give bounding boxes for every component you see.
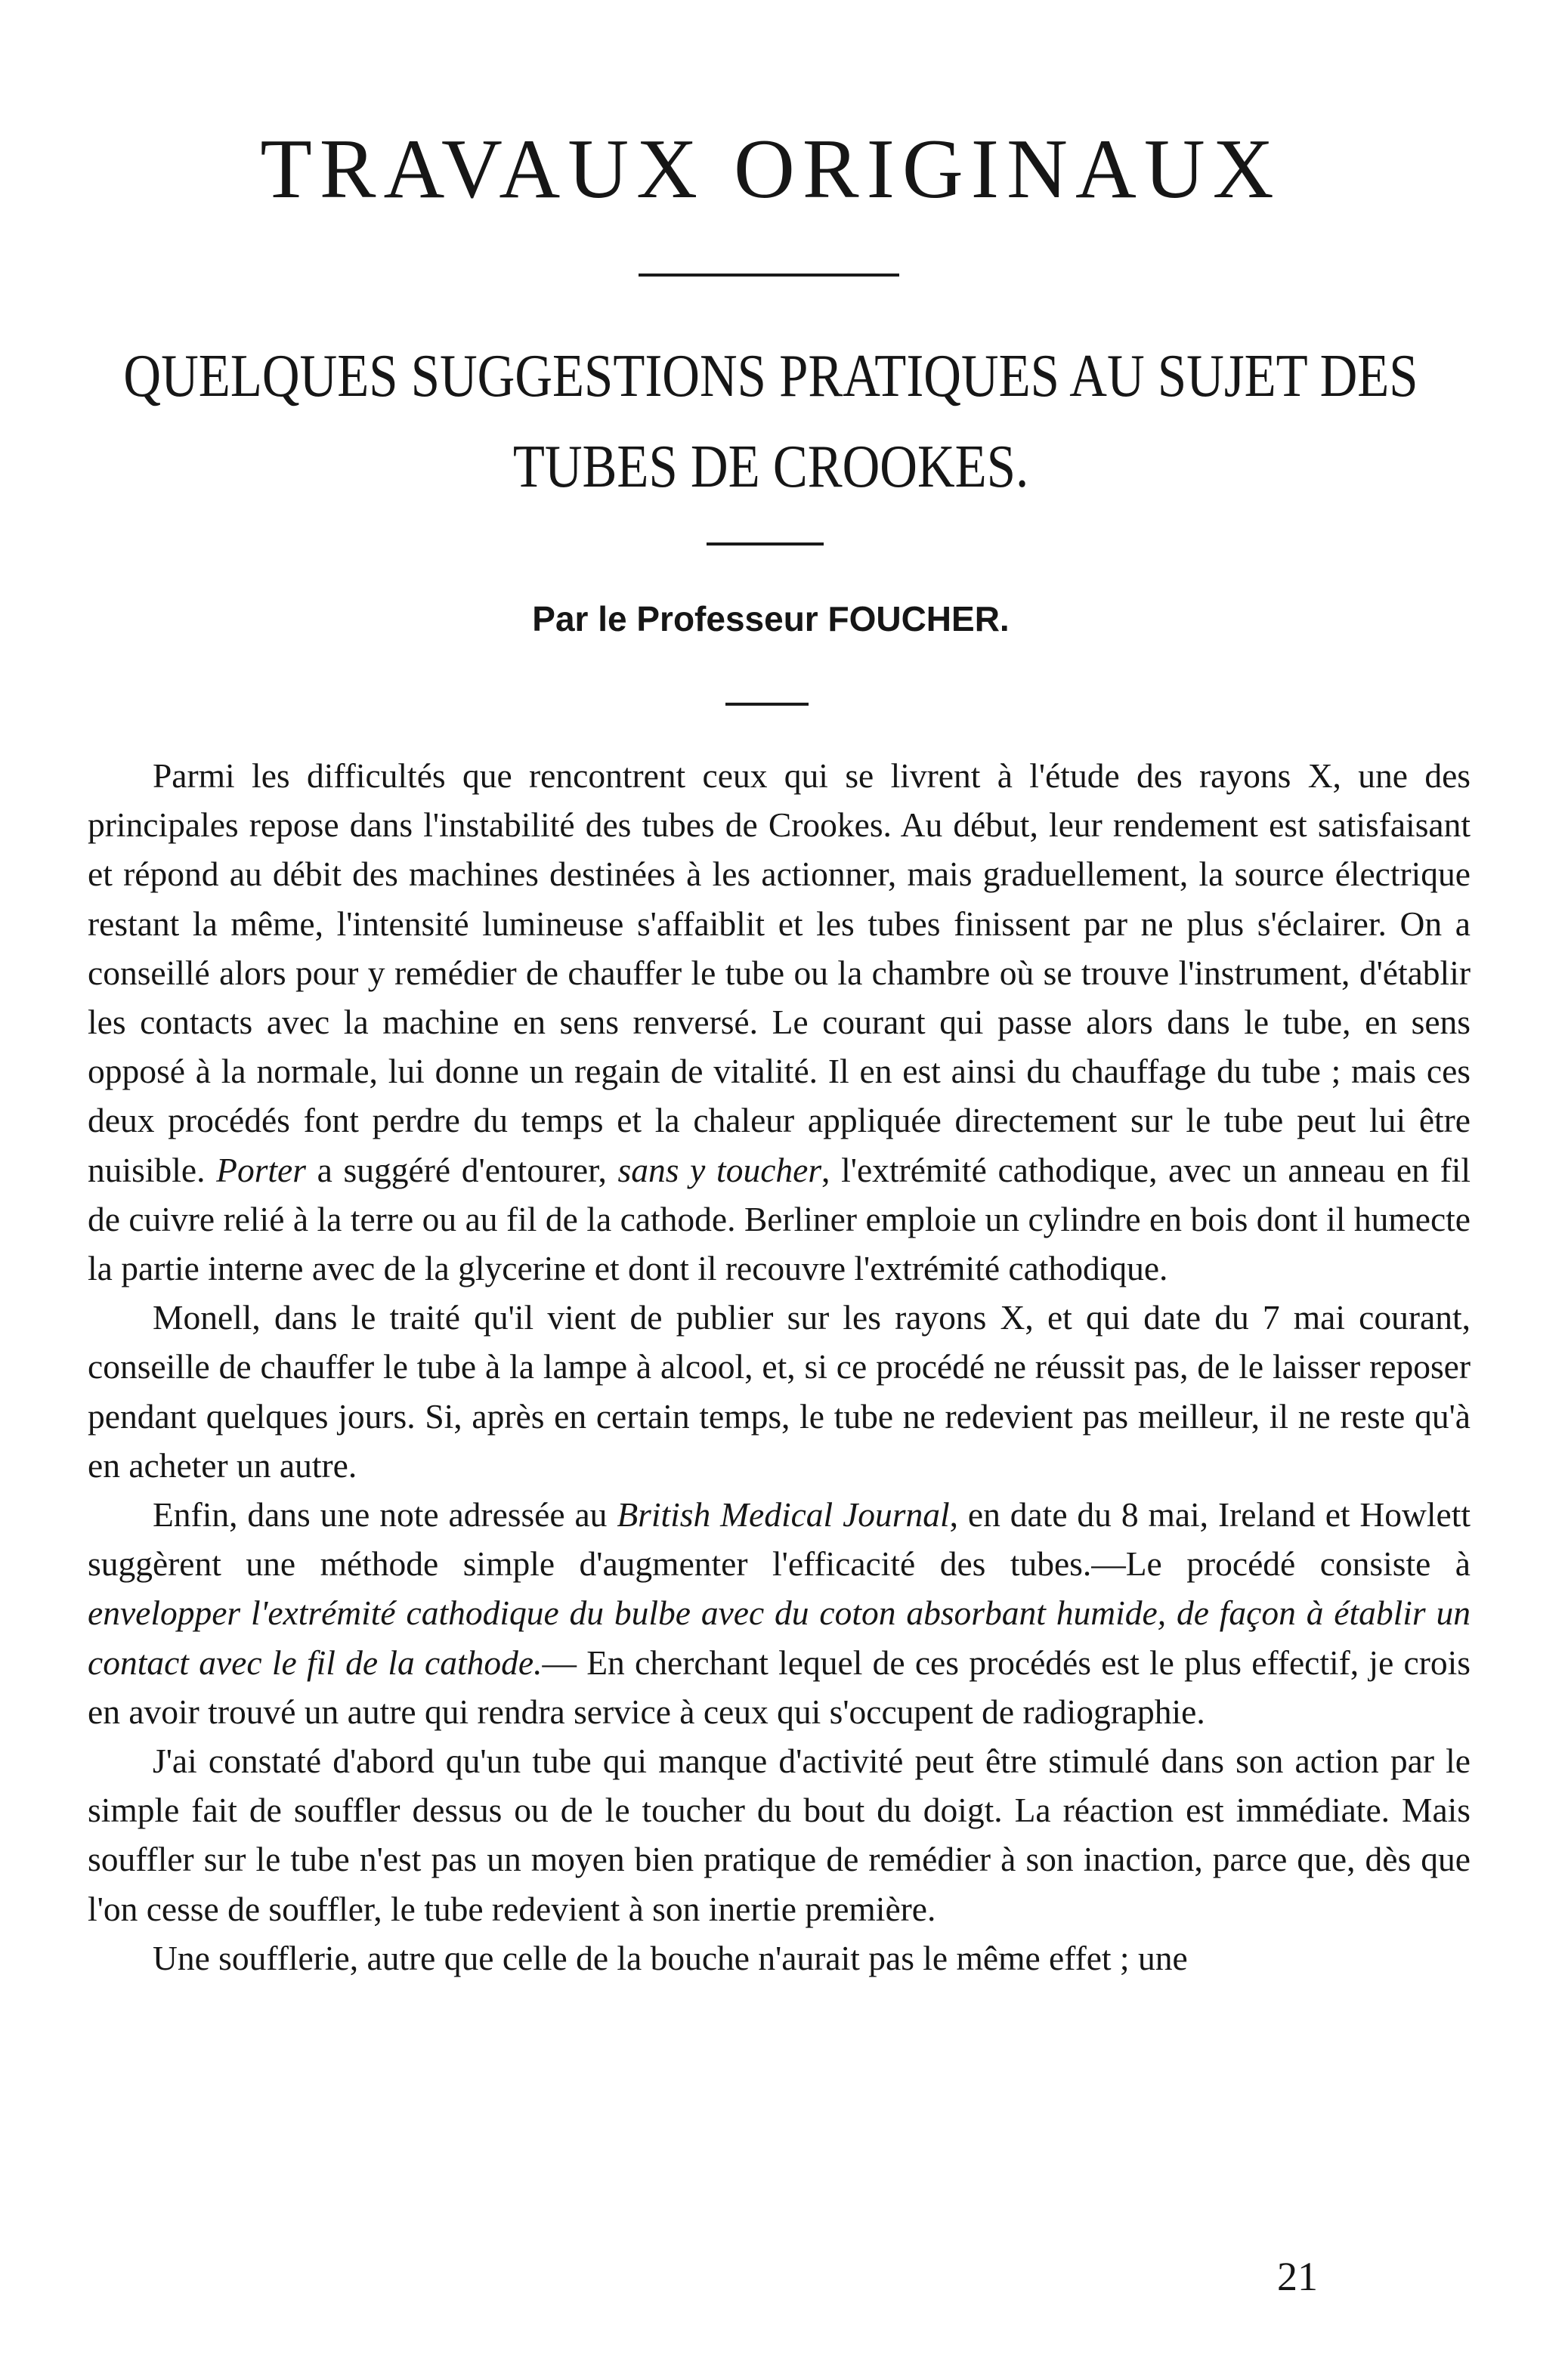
article-body [88, 751, 1471, 1983]
text-run: , l'extrémité cathodique, avec un anneau en fil de cuivre relié à la terre ou au fil de la cathode. Berliner emploie un cylindre en bois dont il humecte la partie interne avec de la glycerine et dont il recouvre l'extrémité cathodique. [88, 1150, 1471, 1288]
text-run: — En cherchant lequel de ces procédés est le plus effectif, je crois en avoir trouvé un autre qui rendra service à ceux qui s'occupent de radiographie. [88, 1643, 1471, 1731]
page-number: 21 [1277, 2254, 1318, 2299]
byline-divider-bottom [725, 703, 809, 706]
byline-divider-top [707, 542, 824, 546]
text-run: J'ai constaté d'abord qu'un tube qui manque d'activité peut être stimulé dans son action par le simple fait de souffler dessus ou de le toucher du bout du doigt. La réaction est immédiate. Mais souffler sur le tube n'est pas un moyen bien pratique de remédier à son inaction, parce que, dès que l'on cesse de souffler, le tube redevient à son inertie première. [88, 1742, 1471, 1928]
paragraph [88, 1293, 1471, 1490]
text-run: a suggéré d'entourer, [305, 1150, 618, 1189]
paragraph [88, 751, 1471, 1293]
text-run: Enfin, dans une note adressée au [153, 1495, 617, 1535]
text-run: Monell, dans le traité qu'il vient de publier sur les rayons X, et qui date du 7 mai courant, conseille de chauffer le tube à la lampe à alcool, et, si ce procédé ne réussit pas, de le laisser reposer pendant quelques jours. Si, après en certain temps, le tube ne redevient pas meilleur, il ne reste qu'à en acheter un autre. [88, 1298, 1471, 1485]
article-title-line-1: QUELQUES SUGGESTIONS PRATIQUES AU SUJET DES [123, 343, 1418, 410]
text-run: Parmi les difficultés que rencontrent ceux qui se livrent à l'étude des rayons X, une des principales repose dans l'instabilité des tubes de Crookes. Au début, leur rendement est satisfaisant et répond au débit des machines destinées à les actionner, mais graduellement, la source électrique restant la même, l'intensité lumineuse s'affaiblit et les tubes finissent par ne plus s'éclairer. On a conseillé alors pour y remédier de chauffer le tube ou la chambre où se trouve l'instrument, d'établir les contacts avec la machine en sens renversé. Le courant qui passe alors dans le tube, en sens opposé à la normale, lui donne un regain de vitalité. Il en est ainsi du chauffage du tube ; mais ces deux procédés font perdre du temps et la chaleur appliquée directement sur le tube peut lui être nuisible. [88, 756, 1471, 1189]
paragraph [88, 1490, 1471, 1736]
title-divider [639, 274, 899, 277]
emphasis-run: British Medical Journal [617, 1495, 950, 1535]
paragraph [88, 1933, 1471, 1983]
paragraph [88, 1736, 1471, 1933]
article-title [108, 331, 1433, 512]
emphasis-run: envelopper l'extrémité cathodique du bulbe avec du coton absorbant humide, de façon à établir un contact avec le fil de la cathode. [88, 1593, 1471, 1682]
emphasis-run: sans y toucher [617, 1150, 822, 1189]
text-run: , en date du 8 mai, Ireland et Howlett suggèrent une méthode simple d'augmenter l'efficacité des tubes.—Le procédé consiste à [88, 1495, 1471, 1584]
article-title-line-2: TUBES DE CROOKES. [512, 434, 1029, 500]
emphasis-run: Porter [216, 1150, 306, 1189]
text-run: Une soufflerie, autre que celle de la bouche n'aurait pas le même effet ; une [153, 1938, 1188, 1977]
section-title: TRAVAUX ORIGINAUX [260, 122, 1282, 216]
author-byline: Par le Professeur FOUCHER. [532, 599, 1010, 638]
